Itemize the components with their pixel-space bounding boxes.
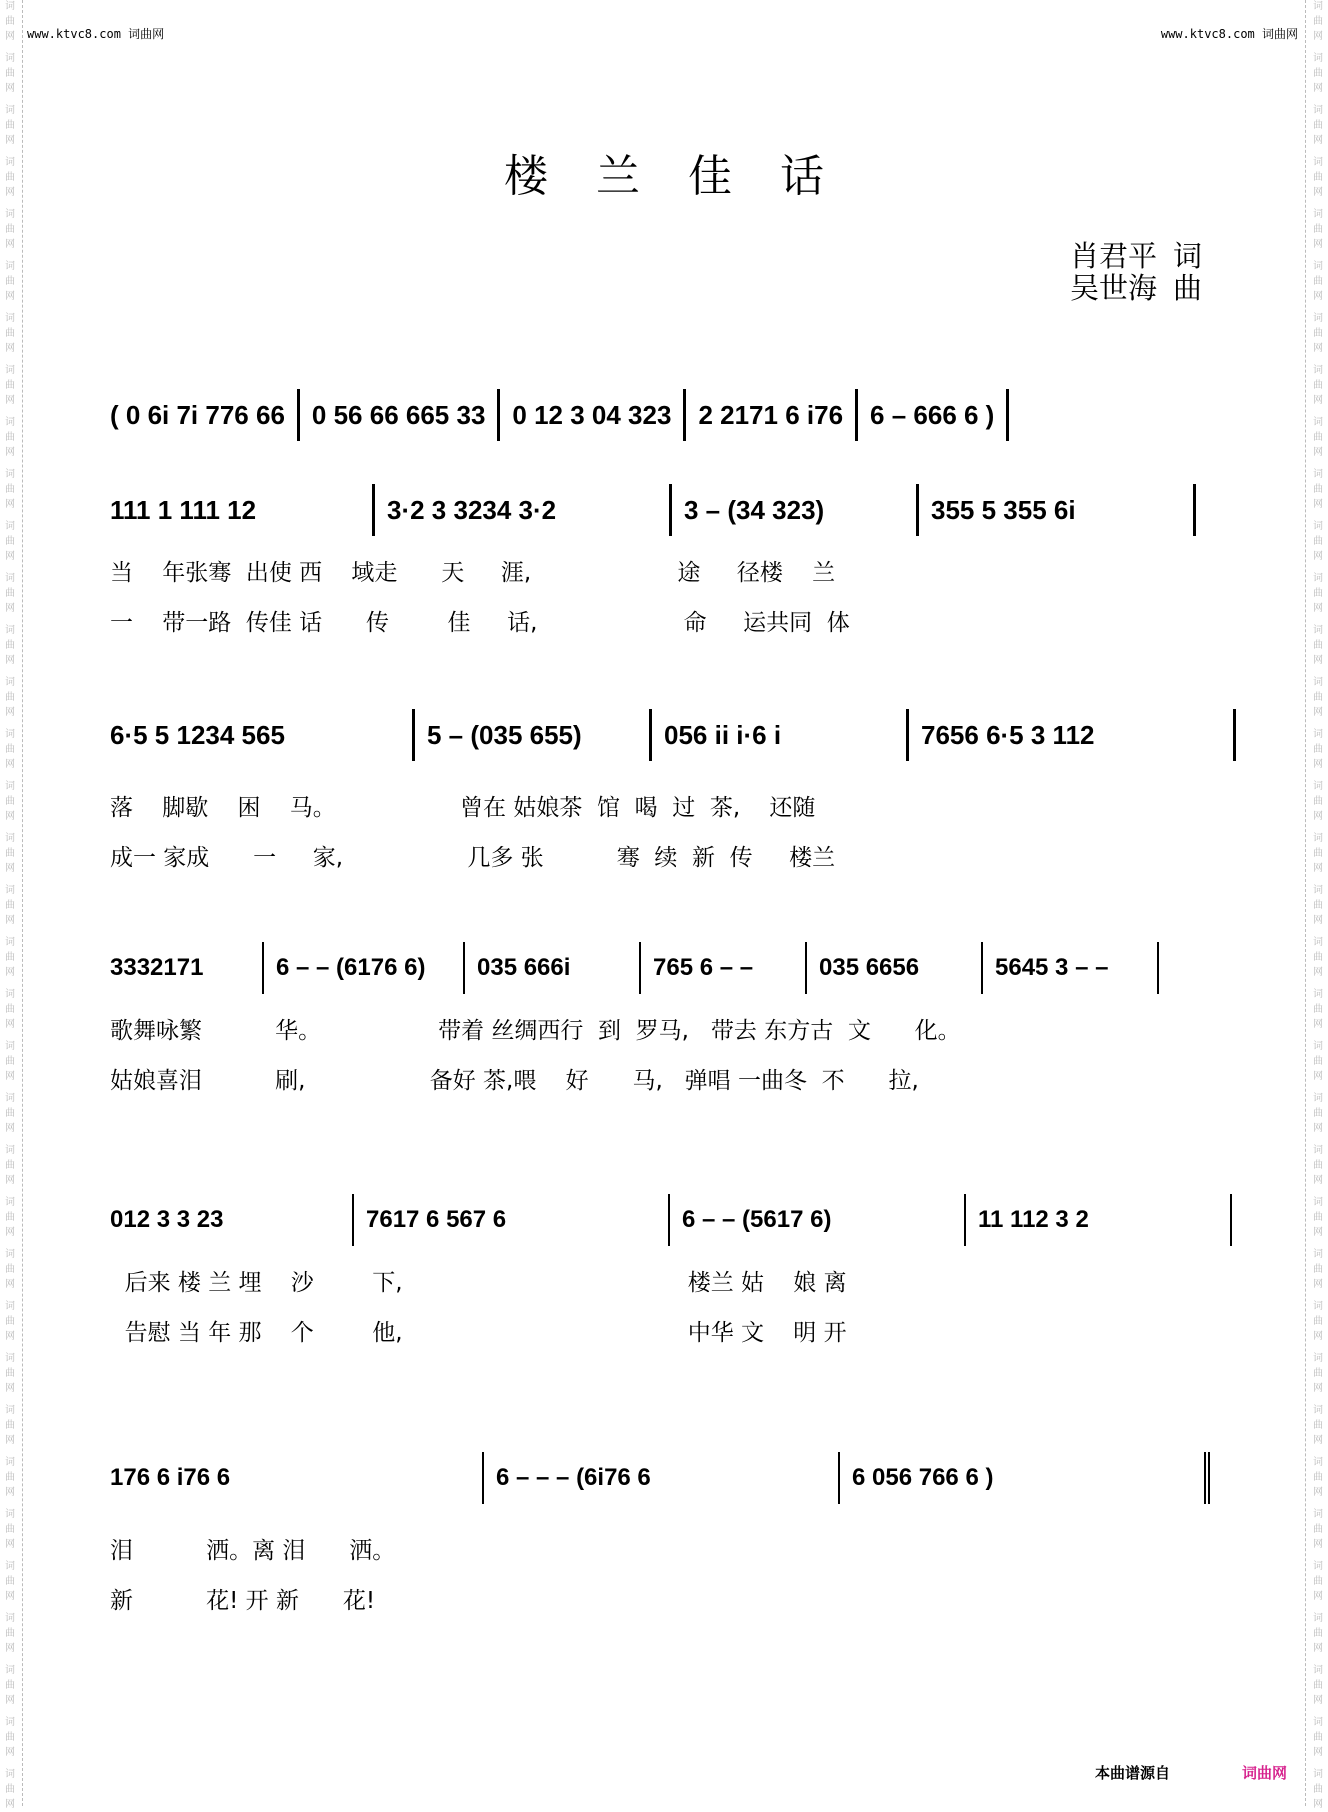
side-watermark-char: 曲 xyxy=(1313,120,1323,131)
side-watermark-char: 网 xyxy=(5,1383,15,1394)
side-watermark-char: 词 xyxy=(5,313,15,324)
side-watermark-char: 曲 xyxy=(5,276,15,287)
lyrics-verse-1: 后来 楼 兰 埋 沙 下, 楼兰 姑 娘 离 xyxy=(110,1270,847,1296)
lyrics-verse-2: 成一 家成 一 家, 几多 张 骞 续 新 传 楼兰 xyxy=(110,845,836,871)
side-watermark-char: 词 xyxy=(5,1665,15,1676)
lyricist-credit xyxy=(1070,240,1202,272)
side-watermark-char: 曲 xyxy=(1313,1316,1323,1327)
notation-line xyxy=(110,715,1240,755)
side-watermark-char: 网 xyxy=(1313,395,1323,406)
side-watermark-char: 词 xyxy=(5,1561,15,1572)
side-watermark-char: 网 xyxy=(5,31,15,42)
lyricist-role: 词 xyxy=(1173,239,1203,273)
song-title: 楼兰佳话 xyxy=(504,151,872,202)
side-watermark-char: 曲 xyxy=(5,536,15,547)
score-system-5 xyxy=(110,1200,1240,1358)
measure: 035 6656 xyxy=(807,942,983,994)
measure: 6 – – – (6i76 6 xyxy=(484,1452,840,1504)
side-watermark-char: 网 xyxy=(5,1123,15,1134)
side-watermark-char: 曲 xyxy=(5,1368,15,1379)
side-watermark-char: 词 xyxy=(1313,1145,1323,1156)
side-watermark-char: 网 xyxy=(5,447,15,458)
measure: 765 6 – – xyxy=(641,942,807,994)
side-watermark-char: 网 xyxy=(1313,239,1323,250)
credits xyxy=(1070,240,1202,304)
side-watermark-char: 网 xyxy=(1313,1487,1323,1498)
side-watermark-char: 词 xyxy=(5,1145,15,1156)
side-watermark-char: 词 xyxy=(5,1,15,12)
side-watermark-char: 词 xyxy=(5,521,15,532)
side-watermark-char: 词 xyxy=(1313,677,1323,688)
side-watermark-char: 网 xyxy=(1313,707,1323,718)
side-watermark-char: 词 xyxy=(1313,1041,1323,1052)
side-watermark-char: 网 xyxy=(1313,1747,1323,1758)
lyrics-verse-1: 泪 洒。离 泪 洒。 xyxy=(110,1538,396,1564)
side-watermark-char: 曲 xyxy=(1313,16,1323,27)
side-watermark-char: 网 xyxy=(5,1695,15,1706)
side-watermark-char: 词 xyxy=(1313,1197,1323,1208)
side-watermark-char: 词 xyxy=(1313,1717,1323,1728)
side-watermark-char: 词 xyxy=(1313,1509,1323,1520)
side-watermark-char: 网 xyxy=(5,239,15,250)
side-watermark-char: 词 xyxy=(5,625,15,636)
score-system-3 xyxy=(110,715,1240,883)
side-watermark-char: 曲 xyxy=(5,1108,15,1119)
side-watermark-char: 词 xyxy=(5,1769,15,1780)
side-watermark-char: 网 xyxy=(1313,967,1323,978)
side-watermark-char: 曲 xyxy=(5,1056,15,1067)
measure: 012 3 3 23 xyxy=(110,1194,354,1246)
side-watermark-char: 网 xyxy=(1313,1383,1323,1394)
side-watermark-char: 词 xyxy=(5,1405,15,1416)
side-watermark-char: 词 xyxy=(1313,53,1323,64)
side-watermark-char: 网 xyxy=(1313,1799,1323,1810)
side-watermark-char: 网 xyxy=(1313,603,1323,614)
side-watermark-char: 网 xyxy=(1313,291,1323,302)
side-watermark-char: 曲 xyxy=(1313,276,1323,287)
side-watermark-char: 曲 xyxy=(1313,224,1323,235)
side-watermark-char: 词 xyxy=(5,573,15,584)
side-watermark-char: 曲 xyxy=(5,1628,15,1639)
measure: 6 056 766 6 ) xyxy=(840,1452,1210,1504)
side-watermark-char: 曲 xyxy=(5,1680,15,1691)
side-watermark-char: 网 xyxy=(1313,1071,1323,1082)
side-watermark-char: 词 xyxy=(1313,1457,1323,1468)
side-watermark-char: 曲 xyxy=(1313,1056,1323,1067)
side-watermark-char: 词 xyxy=(1313,1,1323,12)
side-watermark-char: 词 xyxy=(1313,1665,1323,1676)
side-watermark-char: 网 xyxy=(5,1591,15,1602)
side-watermark-char: 词 xyxy=(5,729,15,740)
measure: 6 – – (5617 6) xyxy=(670,1194,966,1246)
side-watermark-char: 网 xyxy=(1313,655,1323,666)
side-watermark-char: 词 xyxy=(5,1353,15,1364)
notation-line xyxy=(110,490,1240,530)
measure: 5 – (035 655) xyxy=(415,709,652,761)
measure: 3 – (34 323) xyxy=(672,484,919,536)
measure: 355 5 355 6i xyxy=(919,484,1196,536)
left-watermark-strip xyxy=(0,0,23,1810)
side-watermark-char: 网 xyxy=(1313,31,1323,42)
side-watermark-char: 曲 xyxy=(1313,692,1323,703)
measure: 6 – – (6176 6) xyxy=(264,942,465,994)
side-watermark-char: 词 xyxy=(1313,937,1323,948)
side-watermark-char: 词 xyxy=(1313,625,1323,636)
composer-name: 吴世海 xyxy=(1070,271,1158,305)
lyricist-name: 肖君平 xyxy=(1070,239,1158,273)
measure: 7656 6·5 3 112 xyxy=(909,709,1236,761)
side-watermark-char: 网 xyxy=(5,1279,15,1290)
side-watermark-char: 网 xyxy=(1313,551,1323,562)
side-watermark-char: 曲 xyxy=(5,484,15,495)
side-watermark-char: 网 xyxy=(1313,811,1323,822)
side-watermark-char: 网 xyxy=(1313,1331,1323,1342)
side-watermark-char: 词 xyxy=(1313,781,1323,792)
side-watermark-char: 词 xyxy=(5,469,15,480)
side-watermark-char: 网 xyxy=(5,1487,15,1498)
side-watermark-char: 曲 xyxy=(5,172,15,183)
side-watermark-char: 词 xyxy=(5,1613,15,1624)
side-watermark-char: 曲 xyxy=(1313,640,1323,651)
side-watermark-char: 词 xyxy=(1313,157,1323,168)
side-watermark-char: 词 xyxy=(5,105,15,116)
side-watermark-char: 曲 xyxy=(1313,432,1323,443)
side-watermark-char: 网 xyxy=(5,863,15,874)
side-watermark-char: 词 xyxy=(1313,1353,1323,1364)
side-watermark-char: 词 xyxy=(1313,417,1323,428)
side-watermark-char: 网 xyxy=(5,499,15,510)
header-watermark-left: www.ktvc8.com 词曲网 xyxy=(27,27,165,41)
side-watermark-char: 词 xyxy=(5,1457,15,1468)
side-watermark-char: 网 xyxy=(1313,759,1323,770)
footer-brand-link[interactable]: 词曲网 xyxy=(1242,1764,1288,1782)
side-watermark-char: 词 xyxy=(5,209,15,220)
side-watermark-char: 网 xyxy=(5,655,15,666)
side-watermark-char: 词 xyxy=(1313,1561,1323,1572)
side-watermark-char: 词 xyxy=(1313,833,1323,844)
side-watermark-char: 曲 xyxy=(5,1576,15,1587)
lyrics-verse-2: 告慰 当 年 那 个 他, 中华 文 明 开 xyxy=(110,1320,847,1346)
measure: 0 12 3 04 323 xyxy=(500,389,686,441)
side-watermark-char: 曲 xyxy=(1313,68,1323,79)
lyrics-verse-2: 一 带一路 传佳 话 传 佳 话, 命 运共同 体 xyxy=(110,610,850,636)
side-watermark-char: 曲 xyxy=(1313,328,1323,339)
notation-line xyxy=(110,1458,1240,1498)
side-watermark-char: 词 xyxy=(5,157,15,168)
side-watermark-char: 曲 xyxy=(5,1732,15,1743)
footer-source-label: 本曲谱源自 xyxy=(1095,1764,1171,1782)
side-watermark-char: 词 xyxy=(5,833,15,844)
side-watermark-char: 网 xyxy=(5,811,15,822)
side-watermark-char: 词 xyxy=(5,937,15,948)
measure: 111 1 111 12 xyxy=(110,484,375,536)
score-system-1 xyxy=(110,395,1240,435)
score-system-4 xyxy=(110,948,1240,1106)
measure: 035 666i xyxy=(465,942,641,994)
side-watermark-char: 词 xyxy=(5,781,15,792)
side-watermark-char: 网 xyxy=(1313,1019,1323,1030)
side-watermark-char: 网 xyxy=(1313,83,1323,94)
side-watermark-char: 曲 xyxy=(5,1160,15,1171)
side-watermark-char: 词 xyxy=(5,1041,15,1052)
side-watermark-char: 网 xyxy=(5,1435,15,1446)
side-watermark-char: 网 xyxy=(5,967,15,978)
side-watermark-char: 曲 xyxy=(1313,1004,1323,1015)
notation-line xyxy=(110,1200,1240,1240)
side-watermark-char: 曲 xyxy=(1313,1628,1323,1639)
side-watermark-char: 词 xyxy=(5,261,15,272)
side-watermark-char: 曲 xyxy=(5,796,15,807)
side-watermark-char: 曲 xyxy=(5,900,15,911)
measure: 2 2171 6 i76 xyxy=(686,389,858,441)
side-watermark-char: 词 xyxy=(5,417,15,428)
side-watermark-char: 曲 xyxy=(1313,744,1323,755)
side-watermark-char: 网 xyxy=(1313,187,1323,198)
side-watermark-char: 词 xyxy=(5,1093,15,1104)
measure: 6 – 666 6 ) xyxy=(858,389,1009,441)
side-watermark-char: 曲 xyxy=(1313,1576,1323,1587)
side-watermark-char: 网 xyxy=(5,1799,15,1810)
side-watermark-char: 网 xyxy=(1313,1175,1323,1186)
side-watermark-char: 词 xyxy=(1313,1613,1323,1624)
side-watermark-char: 网 xyxy=(5,1643,15,1654)
side-watermark-char: 词 xyxy=(1313,365,1323,376)
side-watermark-char: 词 xyxy=(1313,313,1323,324)
side-watermark-char: 网 xyxy=(5,291,15,302)
measure: 176 6 i76 6 xyxy=(110,1452,484,1504)
measure: 11 112 3 2 xyxy=(966,1194,1232,1246)
side-watermark-char: 词 xyxy=(5,1301,15,1312)
side-watermark-char: 网 xyxy=(1313,1279,1323,1290)
side-watermark-char: 词 xyxy=(5,989,15,1000)
side-watermark-char: 曲 xyxy=(5,380,15,391)
side-watermark-char: 网 xyxy=(5,1227,15,1238)
side-watermark-char: 词 xyxy=(1313,469,1323,480)
side-watermark-char: 网 xyxy=(5,1539,15,1550)
side-watermark-char: 词 xyxy=(1313,261,1323,272)
side-watermark-char: 词 xyxy=(5,1249,15,1260)
side-watermark-char: 词 xyxy=(5,1509,15,1520)
side-watermark-char: 网 xyxy=(5,707,15,718)
side-watermark-char: 词 xyxy=(5,885,15,896)
side-watermark-char: 网 xyxy=(5,395,15,406)
notation-line xyxy=(110,395,1240,435)
side-watermark-char: 曲 xyxy=(1313,1212,1323,1223)
side-watermark-char: 曲 xyxy=(5,1212,15,1223)
side-watermark-char: 曲 xyxy=(1313,380,1323,391)
right-watermark-strip xyxy=(1305,0,1328,1810)
side-watermark-char: 曲 xyxy=(5,16,15,27)
side-watermark-char: 词 xyxy=(5,1197,15,1208)
side-watermark-char: 词 xyxy=(5,1717,15,1728)
side-watermark-char: 曲 xyxy=(5,744,15,755)
side-watermark-char: 曲 xyxy=(5,588,15,599)
side-watermark-char: 网 xyxy=(1313,1435,1323,1446)
side-watermark-char: 曲 xyxy=(5,1472,15,1483)
side-watermark-char: 词 xyxy=(1313,1249,1323,1260)
side-watermark-char: 词 xyxy=(1313,729,1323,740)
side-watermark-char: 曲 xyxy=(1313,1264,1323,1275)
side-watermark-char: 网 xyxy=(1313,1695,1323,1706)
side-watermark-char: 网 xyxy=(5,1019,15,1030)
side-watermark-char: 曲 xyxy=(5,692,15,703)
side-watermark-char: 网 xyxy=(1313,915,1323,926)
side-watermark-char: 网 xyxy=(1313,135,1323,146)
measure: 3·2 3 3234 3·2 xyxy=(375,484,672,536)
side-watermark-char: 词 xyxy=(1313,573,1323,584)
side-watermark-char: 曲 xyxy=(1313,1524,1323,1535)
side-watermark-char: 曲 xyxy=(5,432,15,443)
side-watermark-char: 网 xyxy=(5,551,15,562)
side-watermark-char: 曲 xyxy=(5,1524,15,1535)
side-watermark-char: 曲 xyxy=(5,848,15,859)
side-watermark-char: 曲 xyxy=(5,224,15,235)
side-watermark-char: 曲 xyxy=(1313,952,1323,963)
side-watermark-char: 网 xyxy=(1313,1123,1323,1134)
side-watermark-char: 曲 xyxy=(1313,900,1323,911)
side-watermark-char: 词 xyxy=(5,53,15,64)
side-watermark-char: 曲 xyxy=(1313,484,1323,495)
side-watermark-char: 曲 xyxy=(1313,848,1323,859)
measure: ( 0 6i 7i 776 66 xyxy=(110,389,300,441)
side-watermark-char: 网 xyxy=(1313,1643,1323,1654)
side-watermark-char: 网 xyxy=(5,1331,15,1342)
side-watermark-char: 网 xyxy=(1313,447,1323,458)
side-watermark-char: 曲 xyxy=(5,1784,15,1795)
side-watermark-char: 曲 xyxy=(5,328,15,339)
side-watermark-char: 网 xyxy=(5,83,15,94)
score-system-2 xyxy=(110,490,1240,648)
side-watermark-char: 词 xyxy=(1313,105,1323,116)
side-watermark-char: 网 xyxy=(5,187,15,198)
side-watermark-char: 词 xyxy=(1313,521,1323,532)
side-watermark-char: 曲 xyxy=(5,1420,15,1431)
side-watermark-char: 曲 xyxy=(1313,1108,1323,1119)
side-watermark-char: 网 xyxy=(1313,863,1323,874)
measure: 0 56 66 665 33 xyxy=(300,389,501,441)
side-watermark-char: 词 xyxy=(1313,885,1323,896)
side-watermark-char: 曲 xyxy=(1313,1680,1323,1691)
side-watermark-char: 曲 xyxy=(1313,1160,1323,1171)
side-watermark-char: 网 xyxy=(5,343,15,354)
side-watermark-char: 词 xyxy=(5,365,15,376)
side-watermark-char: 曲 xyxy=(5,120,15,131)
side-watermark-char: 曲 xyxy=(1313,172,1323,183)
side-watermark-char: 词 xyxy=(1313,989,1323,1000)
side-watermark-char: 曲 xyxy=(1313,1368,1323,1379)
side-watermark-char: 词 xyxy=(5,677,15,688)
side-watermark-char: 网 xyxy=(5,1747,15,1758)
lyrics-verse-1: 当 年张骞 出使 西 域走 天 涯, 途 径楼 兰 xyxy=(110,560,836,586)
composer-role: 曲 xyxy=(1173,271,1203,305)
side-watermark-char: 曲 xyxy=(5,640,15,651)
side-watermark-char: 曲 xyxy=(1313,1732,1323,1743)
side-watermark-char: 曲 xyxy=(1313,1784,1323,1795)
score-system-6 xyxy=(110,1458,1240,1626)
side-watermark-char: 曲 xyxy=(1313,1420,1323,1431)
side-watermark-char: 曲 xyxy=(5,952,15,963)
side-watermark-char: 网 xyxy=(5,915,15,926)
measure: 5645 3 – – xyxy=(983,942,1159,994)
side-watermark-char: 网 xyxy=(1313,1591,1323,1602)
side-watermark-char: 网 xyxy=(1313,343,1323,354)
header-watermark-right: www.ktvc8.com 词曲网 xyxy=(1160,27,1298,41)
lyrics-verse-1: 歌舞咏繁 华。 带着 丝绸西行 到 罗马, 带去 东方古 文 化。 xyxy=(110,1018,961,1044)
side-watermark-char: 网 xyxy=(1313,1539,1323,1550)
side-watermark-char: 词 xyxy=(1313,1301,1323,1312)
measure: 7617 6 567 6 xyxy=(354,1194,670,1246)
side-watermark-char: 曲 xyxy=(1313,588,1323,599)
side-watermark-char: 曲 xyxy=(5,1004,15,1015)
side-watermark-char: 曲 xyxy=(5,68,15,79)
side-watermark-char: 曲 xyxy=(5,1264,15,1275)
side-watermark-char: 网 xyxy=(5,1175,15,1186)
side-watermark-char: 网 xyxy=(5,135,15,146)
side-watermark-char: 网 xyxy=(1313,499,1323,510)
measure: 6·5 5 1234 565 xyxy=(110,709,415,761)
side-watermark-char: 网 xyxy=(5,759,15,770)
side-watermark-char: 网 xyxy=(5,603,15,614)
side-watermark-char: 曲 xyxy=(5,1316,15,1327)
notation-line xyxy=(110,948,1240,988)
side-watermark-char: 曲 xyxy=(1313,796,1323,807)
side-watermark-char: 网 xyxy=(1313,1227,1323,1238)
side-watermark-char: 词 xyxy=(1313,209,1323,220)
side-watermark-char: 曲 xyxy=(1313,1472,1323,1483)
side-watermark-char: 词 xyxy=(1313,1093,1323,1104)
lyrics-verse-2: 新 花! 开 新 花! xyxy=(110,1588,376,1614)
side-watermark-char: 词 xyxy=(1313,1769,1323,1780)
measure: 3332171 xyxy=(110,942,264,994)
measure: 056 ii i·6 i xyxy=(652,709,909,761)
side-watermark-char: 曲 xyxy=(1313,536,1323,547)
lyrics-verse-2: 姑娘喜泪 刷, 备好 茶,喂 好 马, 弹唱 一曲冬 不 拉, xyxy=(110,1068,919,1094)
side-watermark-char: 网 xyxy=(5,1071,15,1082)
composer-credit xyxy=(1070,272,1202,304)
lyrics-verse-1: 落 脚歇 困 马。 曾在 姑娘茶 馆 喝 过 茶, 还随 xyxy=(110,795,816,821)
side-watermark-char: 词 xyxy=(1313,1405,1323,1416)
